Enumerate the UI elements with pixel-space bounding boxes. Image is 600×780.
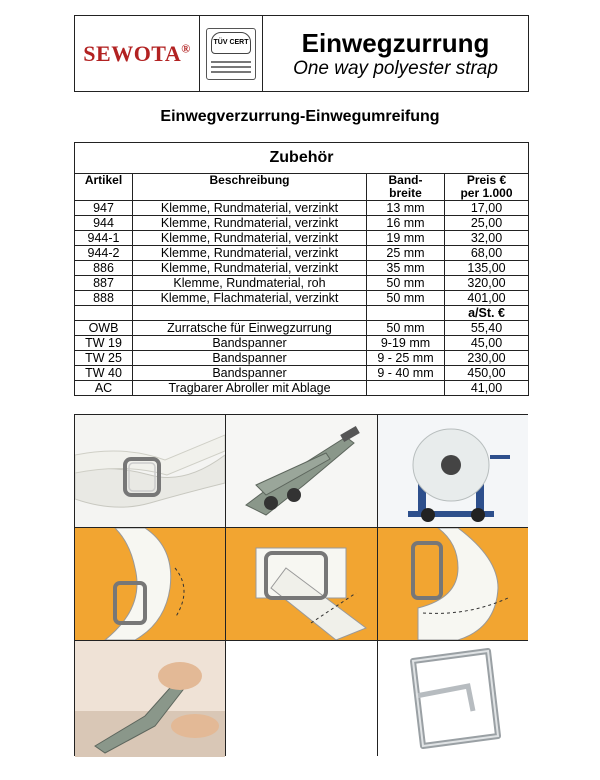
cell-bandbreite: 16 mm: [367, 216, 445, 231]
cell-beschreibung: Klemme, Flachmaterial, verzinkt: [133, 291, 367, 306]
cell-artikel: 887: [75, 276, 133, 291]
table-row: [75, 321, 529, 336]
cell-preis: 45,00: [445, 336, 529, 351]
cell-preis: 450,00: [445, 366, 529, 381]
cell-artikel: 944-1: [75, 231, 133, 246]
cell-bandbreite: 50 mm: [367, 291, 445, 306]
cell-bandbreite: 19 mm: [367, 231, 445, 246]
cell-preis: 25,00: [445, 216, 529, 231]
cell-artikel: 944: [75, 216, 133, 231]
buckle-threading-step-1: [75, 528, 225, 640]
page-header: [74, 15, 529, 92]
cell-bandbreite: 9-19 mm: [367, 336, 445, 351]
cell-bandbreite: [367, 381, 445, 396]
cert-text-lines: [211, 58, 251, 76]
cell-preis: 32,00: [445, 231, 529, 246]
strap-buckle-photo: [75, 415, 225, 527]
certification-badge: [200, 16, 263, 91]
cell-bandbreite: 50 mm: [367, 276, 445, 291]
cell-artikel: AC: [75, 381, 133, 396]
cell-preis: 17,00: [445, 201, 529, 216]
cell-beschreibung: Zurratsche für Einwegzurrung: [133, 321, 367, 336]
table-row: [75, 201, 529, 216]
col-header-artikel: Artikel: [75, 174, 133, 201]
table-caption: Zubehör: [75, 143, 529, 174]
strap-dispenser-photo: [378, 415, 528, 527]
cell-bandbreite: 13 mm: [367, 201, 445, 216]
title-block: [263, 16, 528, 91]
brand-logo: [75, 16, 200, 91]
table-row: [75, 231, 529, 246]
buckle-threading-step-3: [378, 528, 528, 640]
cell-preis: 135,00: [445, 261, 529, 276]
cell-bandbreite: 9 - 25 mm: [367, 351, 445, 366]
col-header-preis: Preis € per 1.000: [445, 174, 529, 201]
cell-preis: 230,00: [445, 351, 529, 366]
unit-label: a/St. €: [445, 306, 529, 321]
cell-preis: 68,00: [445, 246, 529, 261]
brand-name: SEWOTA: [83, 40, 182, 66]
cell-artikel: OWB: [75, 321, 133, 336]
cell-bandbreite: 9 - 40 mm: [367, 366, 445, 381]
cell-preis: 41,00: [445, 381, 529, 396]
table-row: [75, 246, 529, 261]
cell-beschreibung: Klemme, Rundmaterial, roh: [133, 276, 367, 291]
cell-beschreibung: Bandspanner: [133, 366, 367, 381]
registered-mark: ®: [181, 41, 191, 56]
wire-buckle-photo: [378, 641, 528, 757]
tuv-cert-label: TÜV CERT: [211, 32, 251, 54]
cell-artikel: 944-2: [75, 246, 133, 261]
col-header-beschreibung: Beschreibung: [133, 174, 367, 201]
cell-beschreibung: Bandspanner: [133, 351, 367, 366]
buckle-threading-step-2: [226, 528, 377, 640]
unit-row: [75, 306, 529, 321]
table-row: [75, 276, 529, 291]
cell-artikel: TW 40: [75, 366, 133, 381]
table-row: [75, 381, 529, 396]
empty-image-cell: [226, 641, 377, 757]
cell-bandbreite: 25 mm: [367, 246, 445, 261]
product-image-grid: [74, 414, 528, 756]
cell-artikel: 886: [75, 261, 133, 276]
page-title: Einwegzurrung: [301, 27, 490, 58]
table-row: [75, 216, 529, 231]
table-row: [75, 261, 529, 276]
table-row: [75, 351, 529, 366]
cell-bandbreite: 50 mm: [367, 321, 445, 336]
accessories-table: [74, 142, 528, 396]
table-row: [75, 336, 529, 351]
cell-artikel: TW 25: [75, 351, 133, 366]
table-row: [75, 366, 529, 381]
cell-beschreibung: Klemme, Rundmaterial, verzinkt: [133, 216, 367, 231]
cell-preis: 55,40: [445, 321, 529, 336]
strap-tensioner-photo: [226, 415, 377, 527]
cell-beschreibung: Tragbarer Abroller mit Ablage: [133, 381, 367, 396]
cell-artikel: 947: [75, 201, 133, 216]
section-title: Einwegverzurrung-Einwegumreifung: [160, 108, 440, 125]
cell-bandbreite: 35 mm: [367, 261, 445, 276]
page-subtitle: One way polyester strap: [293, 57, 498, 79]
col-header-bandbreite: Band- breite: [367, 174, 445, 201]
cell-beschreibung: Klemme, Rundmaterial, verzinkt: [133, 261, 367, 276]
cell-beschreibung: Klemme, Rundmaterial, verzinkt: [133, 231, 367, 246]
cell-beschreibung: Bandspanner: [133, 336, 367, 351]
cell-preis: 320,00: [445, 276, 529, 291]
cell-preis: 401,00: [445, 291, 529, 306]
cell-beschreibung: Klemme, Rundmaterial, verzinkt: [133, 201, 367, 216]
cell-beschreibung: Klemme, Rundmaterial, verzinkt: [133, 246, 367, 261]
cell-artikel: 888: [75, 291, 133, 306]
tensioner-in-use-photo: [75, 641, 225, 757]
cell-artikel: TW 19: [75, 336, 133, 351]
table-row: [75, 291, 529, 306]
